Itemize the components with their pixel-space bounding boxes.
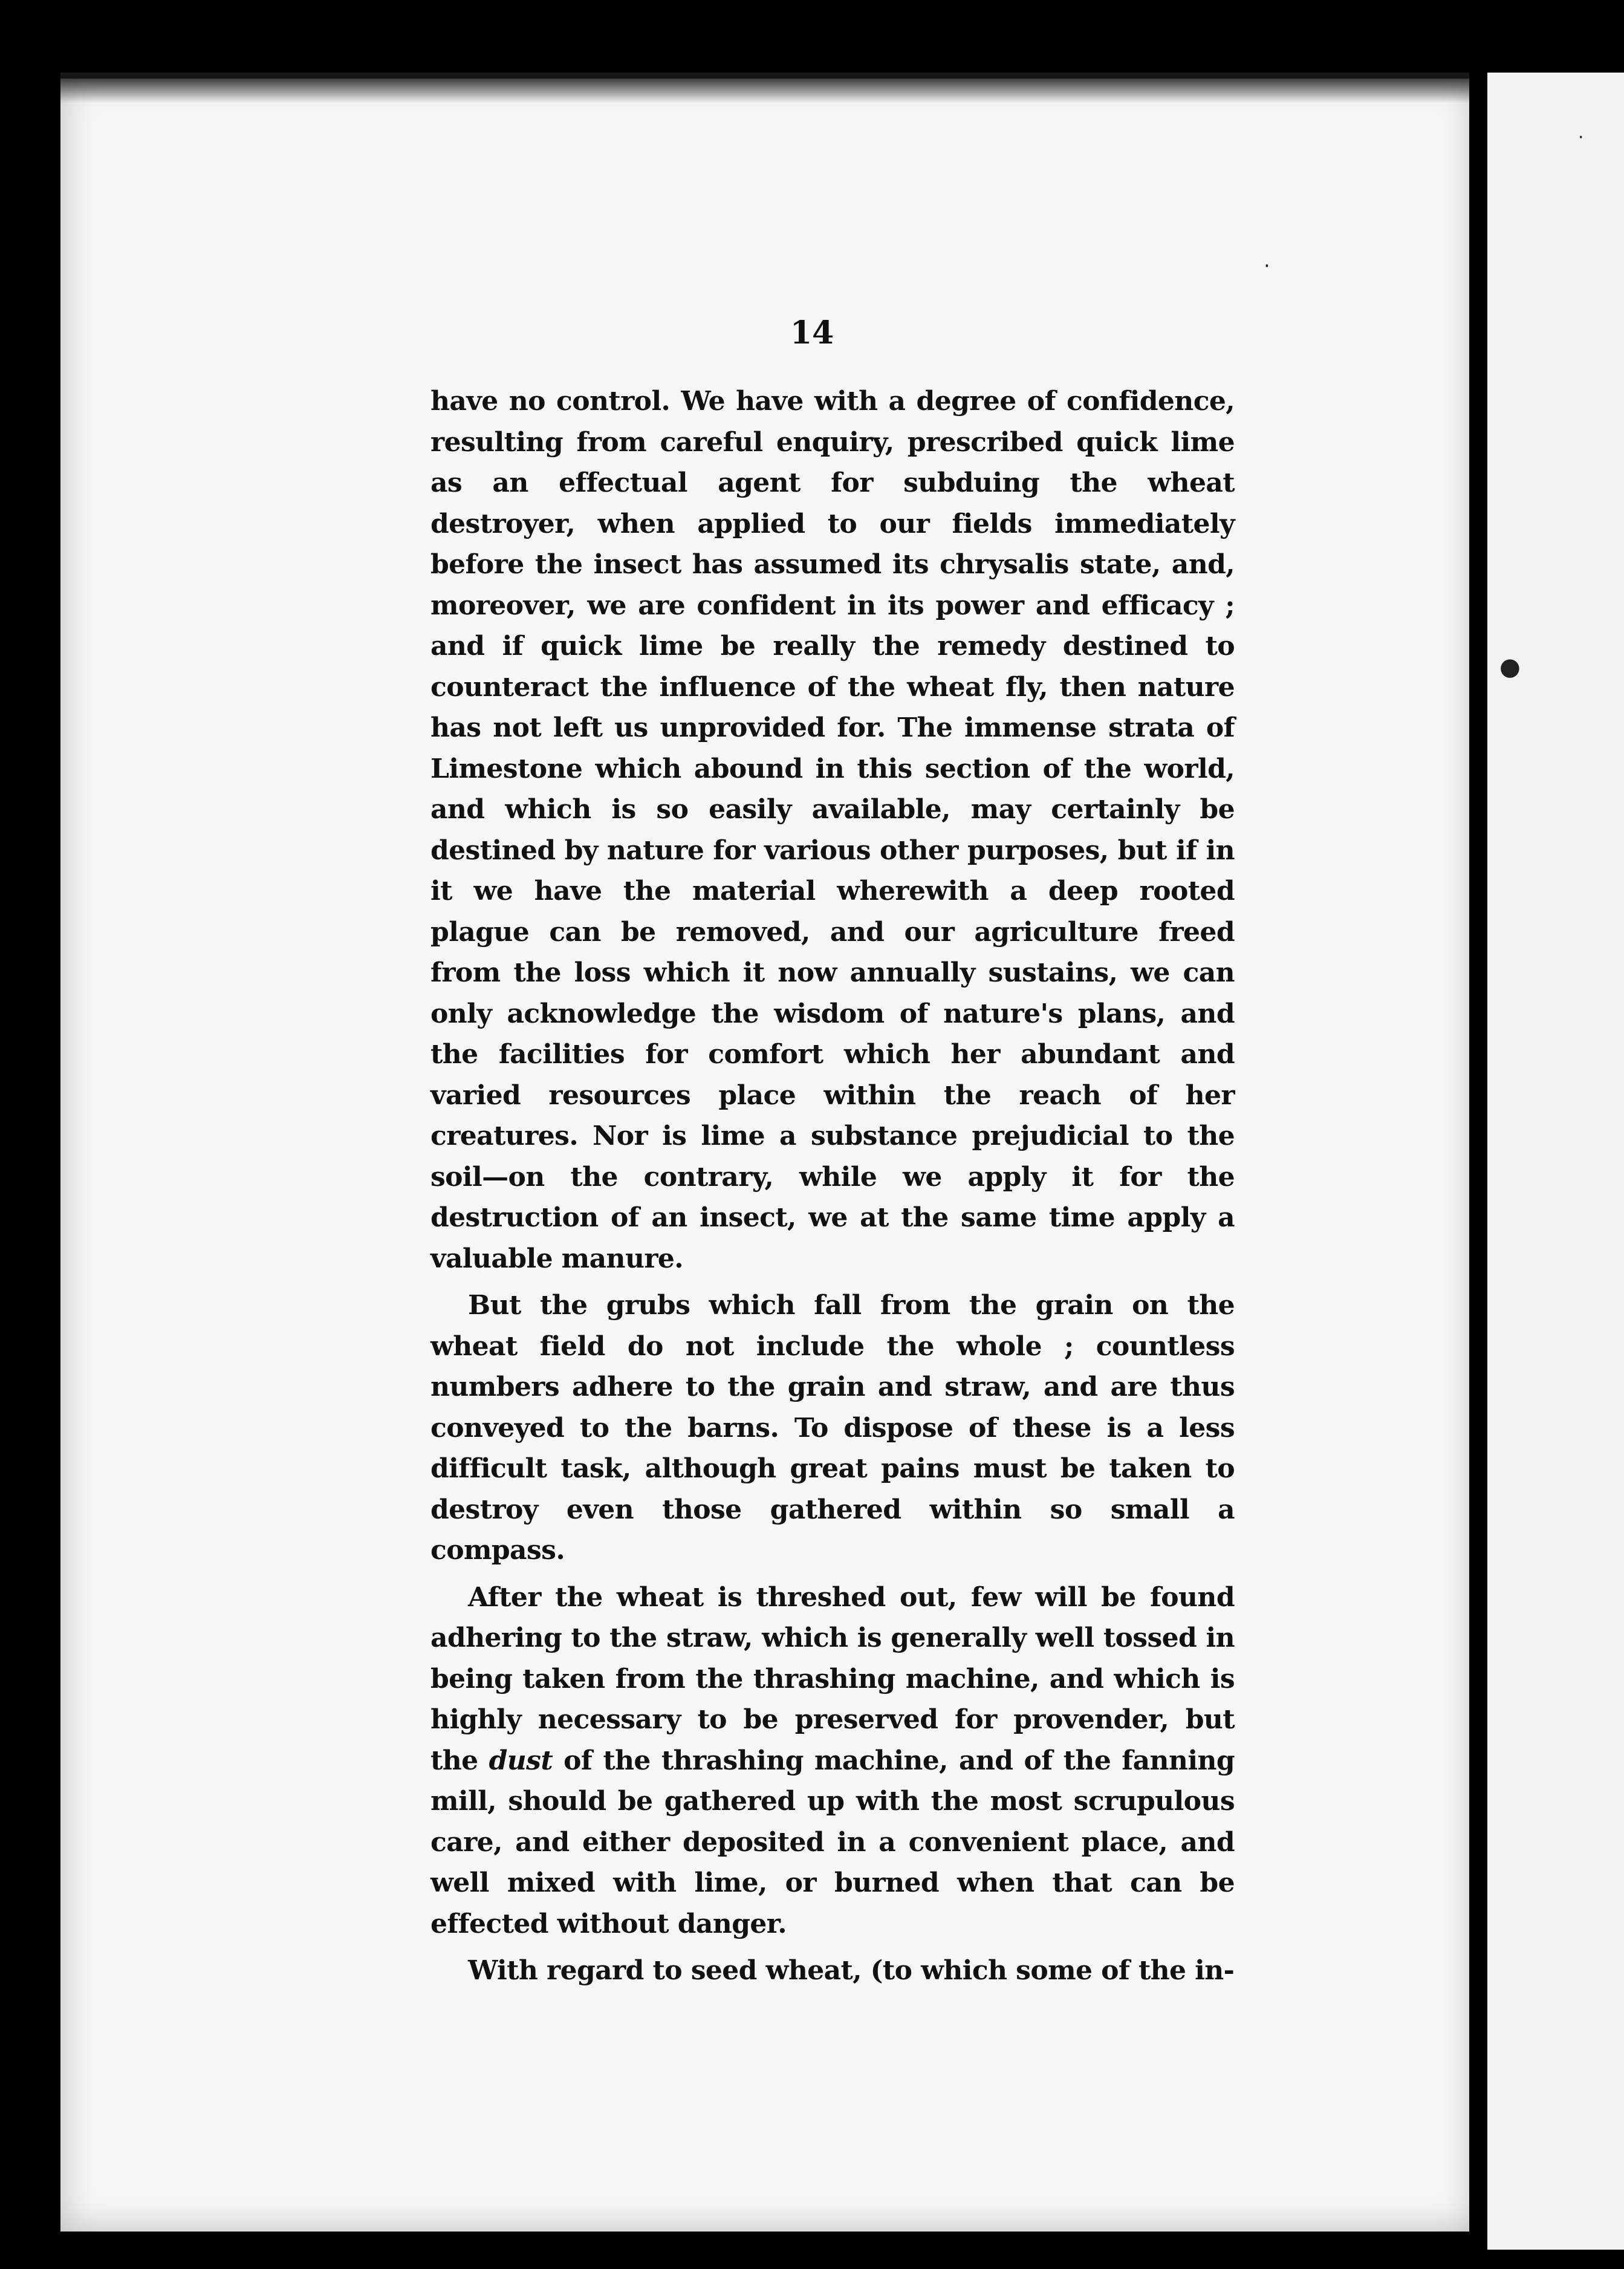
paragraph: But the grubs which fall from the grain on the wheat field do not include the whole ; countless numbers adhere to the grain and straw, and are thus conveyed to the barns. To dispose of these is a less difficult task, although great pains must be taken to destroy even those gathered within so small a compass. [430,1290,1235,1566]
paragraph [430,1577,1235,1945]
speck-mark: · [1578,127,1584,148]
emphasized-word: dust [489,1745,553,1776]
adjacent-page-edge [1487,73,1624,2250]
paragraph: With regard to seed wheat, (to which some of the in- [468,1955,1235,1986]
body-text [430,381,1235,1997]
paragraph: have no control. We have with a degree of confidence, resulting from careful enquiry, prescribed quick lime as an effectual agent for subduing the wheat destroyer, when applied to our fields immediately before the insect has assumed its chrysalis state, and, moreover, we are confident in its power and efficacy ; and if quick lime be really the remedy destined to counteract the influence of the wheat fly, then nature has not left us unprovided for. The immense strata of Limestone which abound in this section of the world, and which is so easily available, may certainly be destined by nature for various other purposes, but if in it we have the material wherewith a deep rooted plague can be removed, and our agriculture freed from the loss which it now annually sustains, we can only acknowledge the wisdom of nature's plans, and the facilities for comfort which her abundant and varied resources place within the reach of her creatures. Nor is lime a substance prejudicial to the soil—on the contrary, while we apply it for the destruction of an insect, we at the same time apply a valuable manure. [430,386,1235,1274]
speck-mark: ● [1499,653,1521,681]
paragraph-text: of the thrashing machine, and of the fanning mill, should be gathered up with the most scrupulous care, and either deposited in a convenient place, and well mixed with lime, or burned when that can be effected without danger. [430,1745,1235,1939]
paragraph-text: After the wheat is threshed out, few will be found adhering to the straw, which is generally well tossed in being taken from the thrashing machine, and which is highly necessary to be preserved for provender, but the [430,1581,1235,1776]
speck-mark: · [1264,254,1270,278]
page-number: 14 [790,314,834,351]
page-top-shadow [60,73,1475,103]
